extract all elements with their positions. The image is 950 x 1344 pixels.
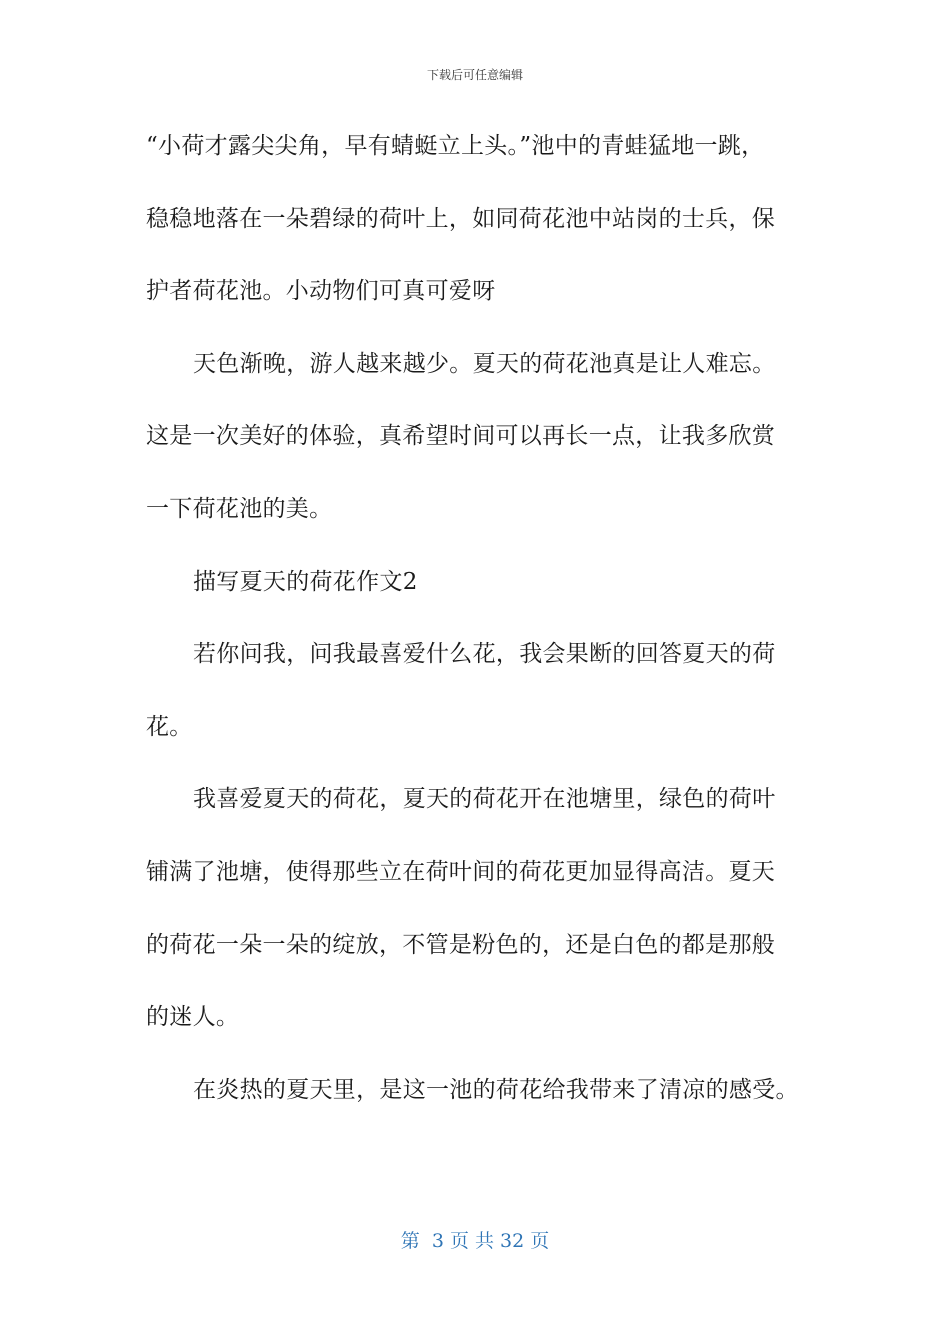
section-heading: 描写夏天的荷花作文2 <box>193 568 418 595</box>
paragraph-line: 我喜爱夏天的荷花，夏天的荷花开在池塘里，绿色的荷叶 <box>193 786 776 813</box>
paragraph-line: 天色渐晚，游人越来越少。夏天的荷花池真是让人难忘。 <box>193 350 776 377</box>
paragraph-line: 铺满了池塘，使得那些立在荷叶间的荷花更加显得高洁。夏天 <box>146 858 776 885</box>
page-number: 第 3 页 共 32 页 <box>400 1230 550 1252</box>
paragraph-line: 在炎热的夏天里，是这一池的荷花给我带来了清凉的感受。 <box>193 1076 799 1103</box>
paragraph-line: 的迷人。 <box>146 1004 240 1031</box>
paragraph-line: 的荷花一朵一朵的绽放，不管是粉色的，还是白色的都是那般 <box>146 931 776 958</box>
paragraph-line: 若你问我，问我最喜爱什么花，我会果断的回答夏天的荷 <box>193 641 776 668</box>
paragraph-line: “小荷才露尖尖角，早有蜻蜓立上头。”池中的青蛙猛地一跳， <box>146 133 765 159</box>
paragraph-line: 一下荷花池的美。 <box>146 495 333 522</box>
paragraph-line: 这是一次美好的体验，真希望时间可以再长一点，让我多欣赏 <box>146 423 776 450</box>
paragraph-line: 护者荷花池。小动物们可真可爱呀 <box>146 278 496 305</box>
document-body <box>146 126 811 1142</box>
paragraph-line: 稳稳地落在一朵碧绿的荷叶上，如同荷花池中站岗的士兵，保 <box>146 205 776 232</box>
paragraph-line: 花。 <box>146 713 193 740</box>
download-note: 下载后可任意编辑 <box>426 68 523 82</box>
